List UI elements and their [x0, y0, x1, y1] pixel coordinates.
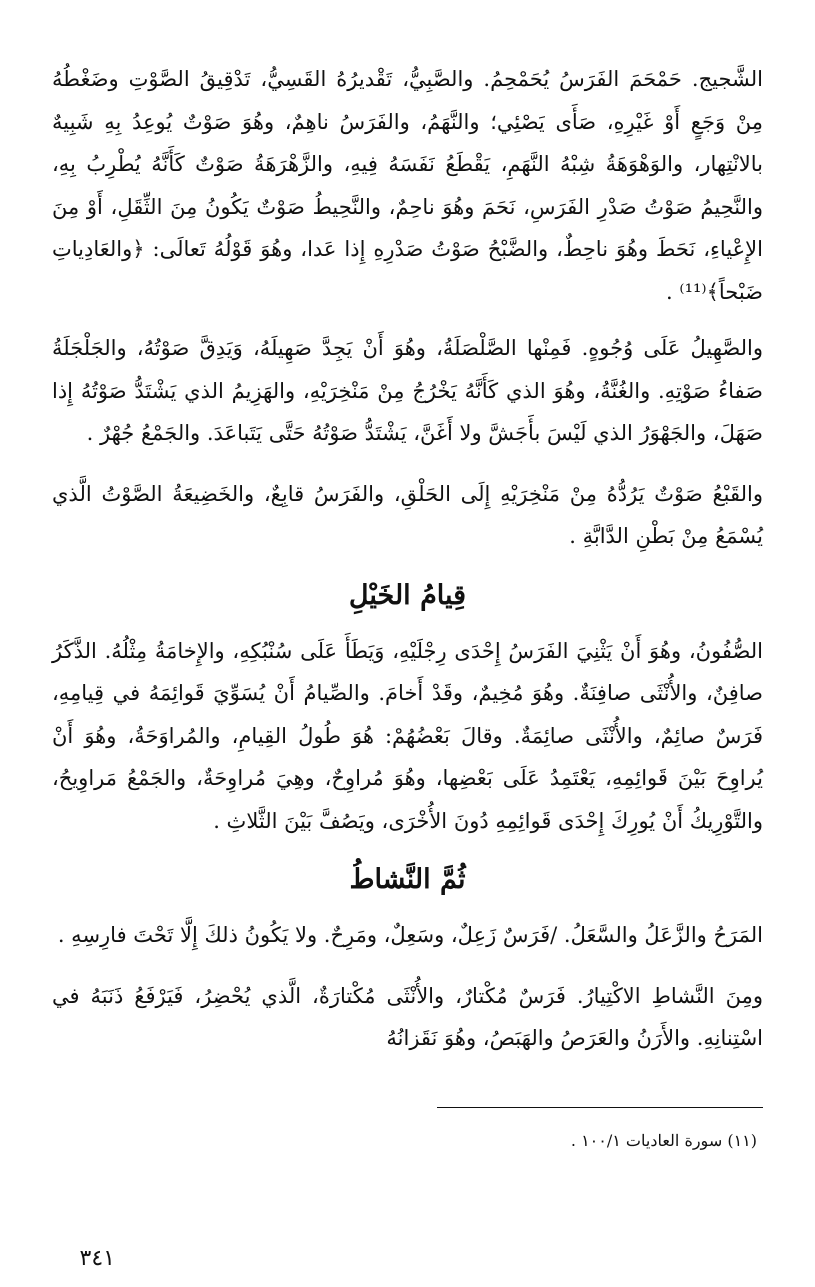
paragraph-iktiyar: ومِنَ النَّشاطِ الاكْتِيارُ. فَرَسٌ مُكْتارٌ، والأُنْثَى مُكْتارَةٌ، الَّذي يُحْضِرُ، فَيَرْفَعُ ذَنَبَهُ في اسْتِنانِهِ. والأَرَنُ والعَرَصُ والهَبَصُ، وهُوَ نَقَزانُهُ: [52, 983, 763, 1050]
section-heading-standing: قِيامُ الخَيْلِ: [348, 579, 467, 611]
paragraph-horse-sounds: الشَّجيج. حَمْحَمَ الفَرَسُ يُحَمْحِمُ. والصَّبِيُّ، تَقْديرُهُ القَسِيُّ، تَدْقِيقُ الصَّوْتِ وضَغْطُهُ مِنْ وَجَعٍ أَوْ غَيْرِهِ، صَأَى يَصْئِي؛ والنَّهَمُ، والفَرَسُ ناهِمٌ، وهُوَ صَوْتٌ يُوعِدُ بِهِ شَبِيهٌ بالانْتِهار، والوَهْوَهَةُ شِبْهُ النَّهَمِ، يَقْطَعُ نَفَسَهُ فِيهِ، والزَّهْرَهَةُ صَوْتٌ كَأَنَّهُ يُطْرِبُ بِهِ، والنَّحِيمُ صَوْتُ صَدْرِ الفَرَسِ، نَحَمَ وهُوَ ناحِمٌ، والنَّحِيطُ صَوْتٌ يَكُونُ مِنَ الثِّقَلِ، أَوْ مِنَ الإِعْياءِ، نَحَطَ وهُوَ ناحِطٌ، والضَّبْحُ صَوْتُ صَدْرِهِ إِذا عَدا، وهُوَ قَوْلُهُ تَعالَى: ﴿والعَادِياتِ ضَبْحاً﴾⁽¹¹⁾ .: [52, 67, 763, 304]
paragraph-neighing: والصَّهِيلُ عَلَى وُجُوهٍ. فَمِنْها الصَّلْصَلَةُ، وهُوَ أَنْ يَجِدَّ صَهِيلَهُ، وَيَدِقَّ صَوْتُهُ، والجَلْجَلَةُ صَفاءُ صَوْتِهِ. والغُنَّةُ، وهُوَ الذي كَأَنَّهُ يَخْرُجُ مِنْ مَنْخِرَيْهِ، والهَزِيمُ الذي يَشْتَدُّ صَوْتُهُ إِذا صَهَلَ، والجَهْوَرُ الذي لَيْسَ بأَجَشَّ ولا أَغَنَّ، يَشْتَدُّ صَوْتُهُ حَتَّى يَتَباعَدَ. والجَمْعُ جُهْرٌ .: [52, 336, 763, 445]
footnote-divider: [437, 1107, 763, 1108]
paragraph-liveliness: المَرَحُ والزَّعَلُ والسَّعَلُ. /فَرَسٌ زَعِلٌ، وسَعِلٌ، ومَرِحٌ. ولا يَكُونُ ذلكَ إِلَّا تَحْتَ فارِسِهِ .: [57, 923, 763, 947]
document-page: [52, 58, 763, 1287]
section-heading-liveliness: ثُمَّ النَّشاطُ: [349, 864, 466, 895]
footnote: (١١) سورة العاديات ١٠٠/١ .: [570, 1131, 757, 1150]
page-number: ٣٤١: [79, 1246, 115, 1271]
paragraph-standing: الصُّفُونُ، وهُوَ أَنْ يَثْنِيَ الفَرَسُ إِحْدَى رِجْلَيْهِ، وَيَطَأَ عَلَى سُنْبُكِهِ، والإِخامَةُ مِثْلُهُ. الذَّكَرُ صافِنٌ، والأُنْثَى صافِنَةٌ. وهُوَ مُخِيمٌ، وقَدْ أَخامَ. والصِّيامُ أَنْ يُسَوِّيَ قَوائِمَهُ في قِيامِهِ، فَرَسٌ صائِمٌ، والأُنْثَى صائِمَةٌ. وقالَ بَعْضُهُمْ: هُوَ طُولُ القِيامِ، والمُراوَحَةُ، وهُوَ أَنْ يُراوِحَ بَيْنَ قَوائِمِهِ، يَعْتَمِدُ عَلَى بَعْضِها، وهُوَ مُراوِحٌ، وهِيَ مُراوِحَةٌ، والجَمْعُ مَراوِيحُ، والتَّوْرِيكُ أَنْ يُورِكَ إِحْدَى قَوائِمِهِ دُونَ الأُخْرَى، ويَصُفَّ بَيْنَ الثَّلاثِ .: [52, 638, 763, 833]
paragraph-qab: والقَبْعُ صَوْتٌ يَرُدُّهُ مِنْ مَنْخِرَيْهِ إِلَى الحَلْقِ، والفَرَسُ قابِعٌ، والخَضِيعَةُ الصَّوْتُ الَّذي يُسْمَعُ مِنْ بَطْنِ الدَّابَّةِ .: [52, 481, 763, 548]
